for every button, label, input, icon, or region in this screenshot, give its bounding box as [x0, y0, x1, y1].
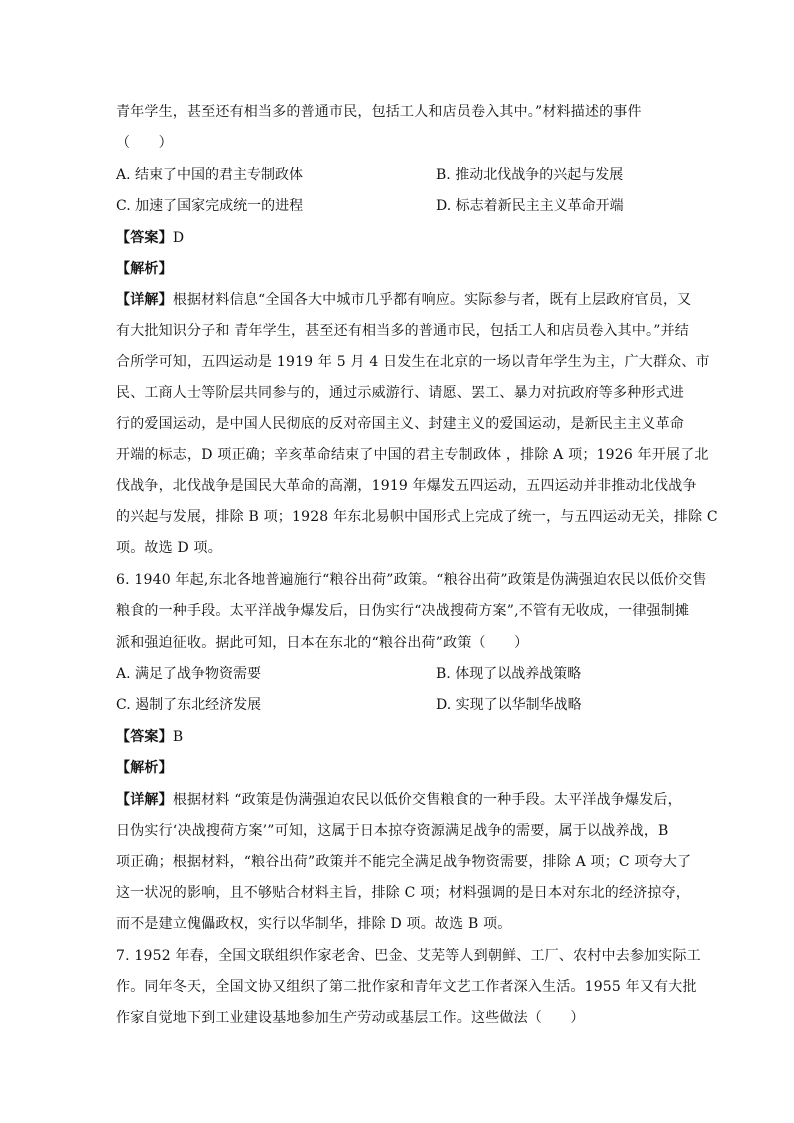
- q6-option-d: D. 实现了以华制华战略: [436, 697, 582, 713]
- q5-detail-line: [116, 290, 692, 310]
- q6-option-a: A. 满足了战争物资需要: [116, 666, 262, 682]
- answer-value: B: [172, 729, 184, 745]
- q7-stem-line: 作。同年冬天，全国文协又组织了第二批作家和青年文艺工作者深入生活。1955 年又有大批: [116, 979, 697, 995]
- q6-analysis-tag: 【解析】: [116, 760, 173, 776]
- detail-tag: 【详解】: [116, 792, 173, 808]
- q6-detail-line: 而不是建立傀儡政权，实行以华制华，排除 D 项。故选 B 项。: [116, 916, 512, 932]
- q6-detail-line: 项正确；根据材料，“粮谷出荷”政策并不能完全满足战争物资需要，排除 A 项；C 项夸大了: [116, 854, 692, 870]
- answer-tag: 【答案】: [116, 230, 173, 246]
- detail-tag: 【详解】: [116, 292, 173, 308]
- q6-answer: [116, 727, 678, 747]
- q5-detail-line: 伐战争，北伐战争是国民大革命的高潮，1919 年爆发五四运动，五四运动并非推动北伐战争: [116, 478, 697, 494]
- q5-answer: [116, 228, 678, 248]
- q5-answer-paren: （ ）: [116, 135, 173, 151]
- q6-stem-line: 6. 1940 年起,东北各地普遍施行“粮谷出荷”政策。“粮谷出荷”政策是伪满强迫农民以低价交售: [116, 572, 707, 588]
- q5-option-b: B. 推动北伐战争的兴起与发展: [436, 167, 624, 183]
- answer-tag: 【答案】: [116, 729, 173, 745]
- q6-detail-line: 这一状况的影响，且不够贴合材料主旨，排除 C 项；材料强调的是日本对东北的经济掠夺，: [116, 885, 691, 901]
- q6-detail-line: [116, 790, 682, 810]
- q5-option-d: D. 标志着新民主主义革命开端: [436, 198, 624, 214]
- q5-detail-line: 民、工商人士等阶层共同参与的，通过示威游行、请愿、罢工、暴力对抗政府等多种形式进: [116, 385, 684, 401]
- q5-detail-line: 有大批知识分子和 青年学生，甚至还有相当多的普通市民，包括工人和店员卷入其中。”并结: [116, 323, 690, 339]
- q5-detail-line: 的兴起与发展，排除 B 项；1928 年东北易帜中国形式上完成了统一，与五四运动无关，排除 C: [116, 509, 718, 525]
- q6-option-b: B. 体现了以战养战策略: [436, 666, 582, 682]
- q5-option-a: A. 结束了中国的君主专制政体: [116, 167, 304, 183]
- q6-stem-line: 粮食的一种手段。太平洋战争爆发后，日伪实行“决战搜荷方案”,不管有无收成，一律强制摊: [116, 603, 690, 619]
- q5-detail-line: 行的爱国运动，是中国人民彻底的反对帝国主义、封建主义的爱国运动，是新民主主义革命: [116, 416, 684, 432]
- q5-detail-line: 合所学可知，五四运动是 1919 年 5 月 4 日发生在北京的一场以青年学生为主，广大群众、市: [116, 354, 710, 370]
- q5-option-c: C. 加速了国家完成统一的进程: [116, 198, 304, 214]
- q6-detail-line: 日伪实行‘决战搜荷方案’”可知，这属于日本掠夺资源满足战争的需要，属于以战养战，B: [116, 823, 669, 839]
- q7-stem-line: 作家自觉地下到工业建设基地参加生产劳动或基层工作。这些做法（ ）: [116, 1010, 585, 1026]
- q6-option-c: C. 遏制了东北经济发展: [116, 697, 262, 713]
- q6-stem-line: 派和强迫征收。据此可知，日本在东北的“粮谷出荷”政策（ ）: [116, 635, 529, 651]
- detail-text: 根据材料信息“全国各大中城市几乎都有响应。实际参与者，既有上层政府官员，又: [172, 292, 692, 308]
- q5-detail-line: 开端的标志，D 项正确；辛亥革命结束了中国的君主专制政体 ，排除 A 项；1926 年开展了北: [116, 447, 709, 463]
- q5-analysis-tag: 【解析】: [116, 261, 173, 277]
- q7-stem-line: 7. 1952 年春，全国文联组织作家老舍、巴金、艾芜等人到朝鲜、工厂、农村中去参加实际工: [116, 948, 701, 964]
- q5-stem-tail: 青年学生，甚至还有相当多的普通市民，包括工人和店员卷入其中。”材料描述的事件: [116, 104, 642, 120]
- detail-text: 根据材料 “政策是伪满强迫农民以低价交售粮食的一种手段。太平洋战争爆发后，: [172, 792, 682, 808]
- q5-detail-line: 项。故选 D 项。: [116, 540, 222, 556]
- answer-value: D: [172, 230, 185, 246]
